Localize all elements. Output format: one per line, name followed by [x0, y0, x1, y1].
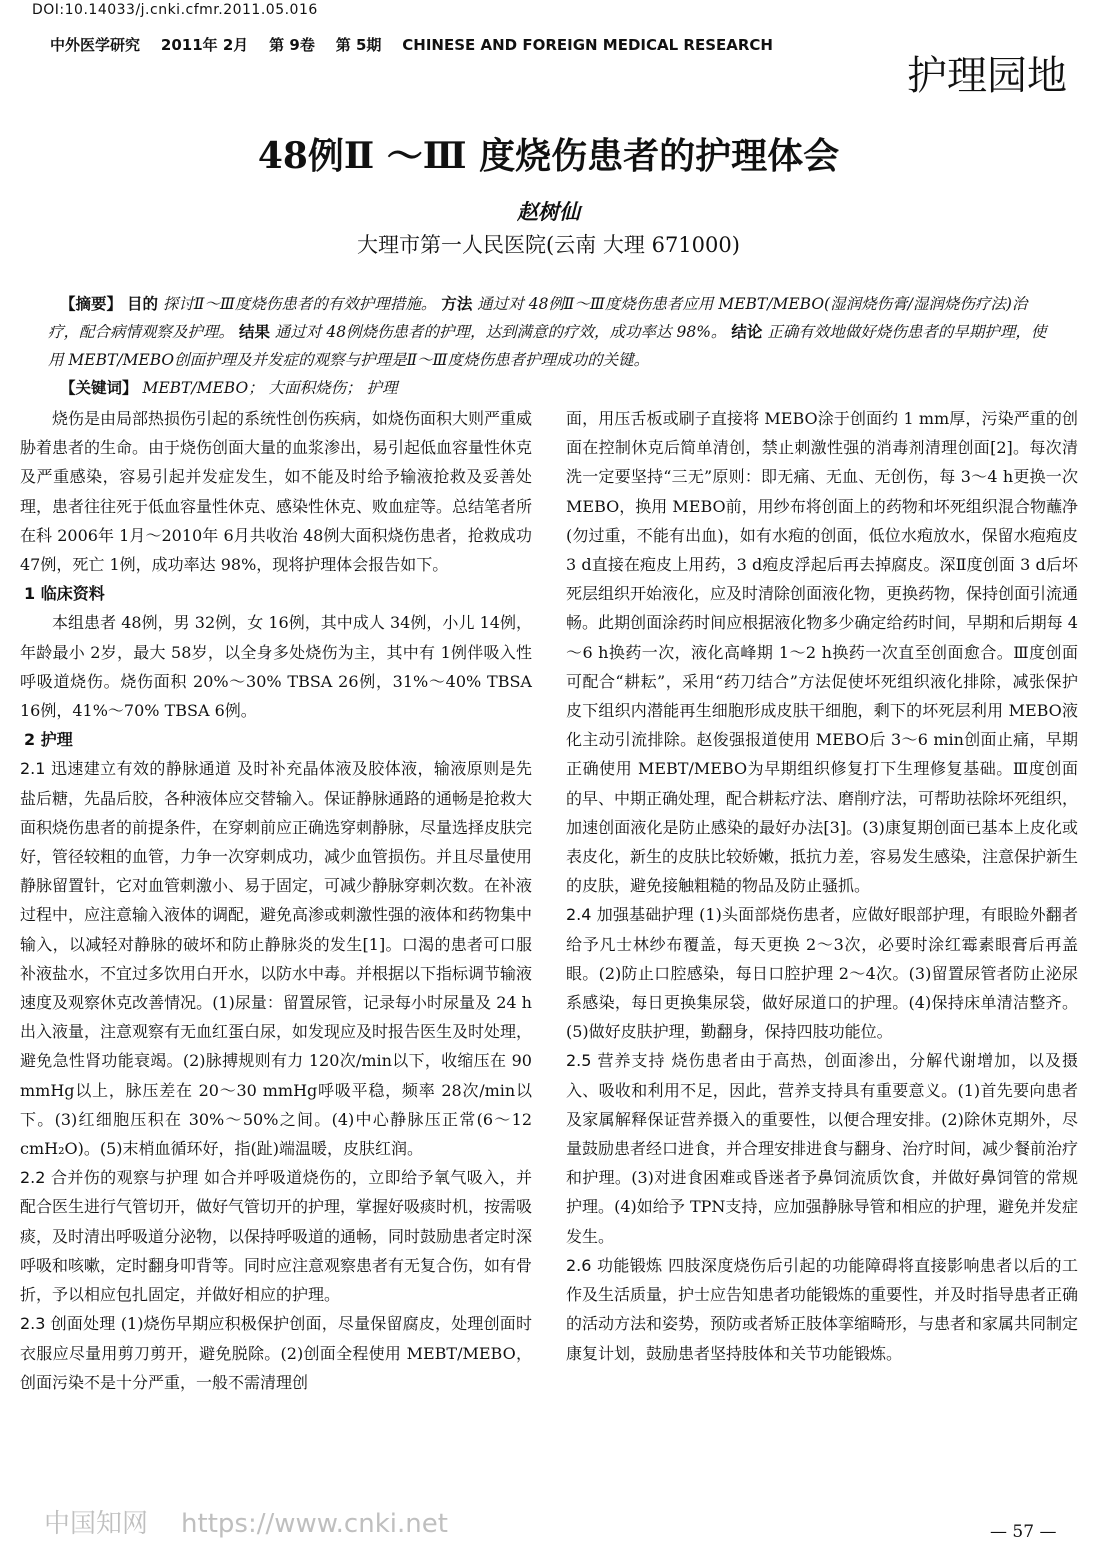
section-2-3	[20, 1309, 532, 1397]
heading-clinical-data: 1 临床资料	[24, 584, 105, 604]
clinical-data-paragraph: 本组患者 48例，男 32例，女 16例，其中成人 34例，小儿 14例，年龄最小 2岁，最大 58岁，以全身多处烧伤为主，其中有 1例伴吸入性呼吸道烧伤。烧伤面积 20%～30% TBSA 26例，31%～40% TBSA 16例，41%～70% TBSA 6例。	[20, 613, 532, 721]
section-2-4-text: (1)头面部烧伤患者，应做好眼部护理，有眼睑外翻者给予凡士林纱布覆盖，每天更换 2～3次，必要时涂红霉素眼膏后再盖眼。(2)防止口腔感染，每日口腔护理 2～4次。(3)留置尿管者防止泌尿系感染，每日更换集尿袋，做好尿道口的护理。(4)保持床单清洁整齐。(5)做好皮肤护理，勤翻身，保持四肢功能位。	[566, 905, 1078, 1042]
author-affiliation: 大理市第一人民医院(云南 大理 671000)	[357, 233, 740, 257]
result-text: 通过对 48例烧伤患者的护理，达到满意的疗效，成功率达 98%。	[274, 323, 727, 341]
result-label: 结果	[238, 322, 270, 341]
heading-nursing: 2 护理	[24, 730, 73, 750]
section-2-5	[566, 1046, 1078, 1250]
doi-line: DOI:10.14033/j.cnki.cfmr.2011.05.016	[32, 2, 318, 18]
section-2-6-label: 2.6 功能锻炼	[566, 1255, 663, 1275]
left-column	[20, 404, 532, 1397]
section-2-5-text: 烧伤患者由于高热，创面渗出，分解代谢增加，以及摄入、吸收和利用不足，因此，营养支持具有重要意义。(1)首先要向患者及家属解释保证营养摄入的重要性，以便合理安排。(2)除休克期外，尽量鼓励患者经口进食，并合理安排进食与翻身、治疗时间，减少餐前治疗和护理。(3)对进食困难或昏迷者予鼻饲流质饮食，并做好鼻饲管的常规护理。(4)如给予 TPN支持，应加强静脉导管和相应的护理，避免并发症发生。	[566, 1051, 1079, 1246]
section-2-3-label: 2.3 创面处理	[20, 1314, 116, 1334]
section-2-3-continued: 面，用压舌板或刷子直接将 MEBO涂于创面约 1 mm厚，污染严重的创面在控制休克后简单清创，禁止刺激性强的消毒剂清理创面[2]。每次清洗一定要坚持“三无”原则：即无痛、无血、无创伤，每 3～4 h更换一次 MEBO，换用 MEBO前，用纱布将创面上的药物和坏死组织混合物蘸净(勿过重，不能有出血)，如有水疱的创面，低位水疱放水，保留水疱疱皮 3 d直接在疱皮上用药，3 d疱皮浮起后再去掉腐皮。深Ⅱ度创面 3 d后坏死层组织开始液化，应及时清除创面液化物，更换药物，保持创面引流通畅。此期创面涂药时间应根据液化物多少确定给药时间，早期和后期每 4～6 h换药一次，液化高峰期 1～2 h换药一次直至创面愈合。Ⅲ度创面可配合“耕耘”，采用“药刀结合”方法促使坏死组织液化排除，减张保护皮下组织内潜能再生细胞形成皮肤干细胞，剩下的坏死层利用 MEBO液化主动引流排除。赵俊强报道使用 MEBO后 3～6 min创面止痛，早期正确使用 MEBT/MEBO为早期组织修复打下生理修复基础。Ⅲ度创面的早、中期正确处理，配合耕耘疗法、磨削疗法，可帮助祛除坏死组织，加速创面液化是防止感染的最好办法[3]。(3)康复期创面已基本上皮化或表皮化，新生的皮肤比较娇嫩，抵抗力差，容易发生感染，注意保护新生的皮肤，避免接触粗糙的物品及防止骚抓。	[566, 409, 1079, 896]
section-2-1	[20, 754, 532, 1163]
method-text: 通过对 48例Ⅱ～Ⅲ度烧伤患者应用 MEBT/MEBO(湿润烧伤膏/湿润烧伤疗法)治疗，配合病情观察及护理。	[48, 295, 1028, 341]
section-2-4	[566, 900, 1078, 1046]
section-2-6-text: 四肢深度烧伤后引起的功能障碍将直接影响患者以后的工作及生活质量，护士应告知患者功能锻炼的重要性，并及时指导患者正确的活动方法和姿势，预防或者矫正肢体挛缩畸形，与患者和家属共同制定康复计划，鼓励患者坚持肢体和关节功能锻炼。	[566, 1255, 1079, 1363]
conclusion-text: 正确有效地做好烧伤患者的早期护理，使用 MEBT/MEBO创面护理及并发症的观察与护理是Ⅱ～Ⅲ度烧伤患者护理成功的关键。	[48, 323, 1047, 369]
section-2-1-label: 2.1 迅速建立有效的静脉通道	[20, 759, 232, 779]
section-tag: 护理园地	[907, 53, 1067, 99]
section-2-1-text: 及时补充晶体液及胶体液，输液原则是先盐后糖，先晶后胶，各种液体应交替输入。保证静脉通路的通畅是抢救大面积烧伤患者的前提条件，在穿刺前应正确选穿刺静脉，尽量选择皮肤完好，管径较粗的血管，力争一次穿刺成功，减少血管损伤。并且尽量使用静脉留置针，它对血管刺激小、易于固定，可减少静脉穿刺次数。在补液过程中，应注意输入液体的调配，避免高渗或刺激性强的液体和药物集中输入，以减轻对静脉的破坏和防止静脉炎的发生[1]。口渴的患者可口服补液盐水，不宜过多饮用白开水，以防水中毒。并根据以下指标调节输液速度及观察休克改善情况。(1)尿量：留置尿管，记录每小时尿量及 24 h出入液量，注意观察有无血红蛋白尿，如发现应及时报告医生及时处理，避免急性肾功能衰竭。(2)脉搏规则有力 120次/min以下，收缩压在 90 mmHg以上，脉压差在 20～30 mmHg呼吸平稳，频率 28次/min以下。(3)红细胞压积在 30%～50%之间。(4)中心静脉压正常(6～12 cmH₂O)。(5)末梢血循环好，指(趾)端温暖，皮肤红润。	[20, 759, 533, 1159]
section-2-3-text: (1)烧伤早期应积极保护创面，尽量保留腐皮，处理创面时衣服应尽量用剪刀剪开，避免脱除。(2)创面全程使用 MEBT/MEBO，创面污染不是十分严重，一般不需清理创	[20, 1314, 532, 1392]
conclusion-label: 结论	[731, 322, 763, 341]
intro-paragraph: 烧伤是由局部热损伤引起的系统性创伤疾病，如烧伤面积大则严重威胁着患者的生命。由于烧伤创面大量的血浆渗出，易引起低血容量性休克及严重感染，容易引起并发症发生，如不能及时给予输液抢救及妥善处理，患者往往死于低血容量性休克、感染性休克、败血症等。总结笔者所在科 2006年 1月～2010年 6月共收治 48例大面积烧伤患者，抢救成功 47例，死亡 1例，成功率达 98%，现将护理体会报告如下。	[20, 409, 533, 575]
keywords-text: MEBT/MEBO； 大面积烧伤； 护理	[142, 379, 398, 397]
section-2-5-label: 2.5 营养支持	[566, 1051, 666, 1071]
section-2-2-label: 2.2 合并伤的观察与护理	[20, 1168, 199, 1188]
objective-text: 探讨Ⅱ～Ⅲ度烧伤患者的有效护理措施。	[162, 295, 437, 313]
abstract	[48, 290, 1058, 374]
watermark: 中国知网 https://www.cnki.net	[44, 1509, 448, 1539]
journal-header: 中外医学研究 2011年 2月 第 9卷 第 5期 CHINESE AND FOREIGN MEDICAL RESEARCH	[50, 36, 773, 54]
section-2-4-label: 2.4 加强基础护理	[566, 905, 694, 925]
keywords	[60, 376, 960, 398]
section-2-6	[566, 1251, 1078, 1368]
abstract-label: 【摘要】	[60, 294, 123, 313]
page-number: — 57 —	[990, 1522, 1057, 1542]
section-2-2	[20, 1163, 532, 1309]
right-column	[566, 404, 1078, 1368]
objective-label: 目的	[126, 294, 158, 313]
article-title: 48例Ⅱ ～Ⅲ 度烧伤患者的护理体会	[257, 135, 840, 177]
keywords-label: 【关键词】	[60, 378, 138, 397]
author-name: 赵树仙	[517, 199, 580, 224]
section-2-2-text: 如合并呼吸道烧伤的，立即给予氧气吸入，并配合医生进行气管切开，做好气管切开的护理，掌握好吸痰时机，按需吸痰，及时清出呼吸道分泌物，以保持呼吸道的通畅，同时鼓励患者定时深呼吸和咳嗽，定时翻身叩背等。同时应注意观察患者有无复合伤，如有骨折，予以相应包扎固定，并做好相应的护理。	[20, 1168, 533, 1305]
method-label: 方法	[441, 294, 473, 313]
